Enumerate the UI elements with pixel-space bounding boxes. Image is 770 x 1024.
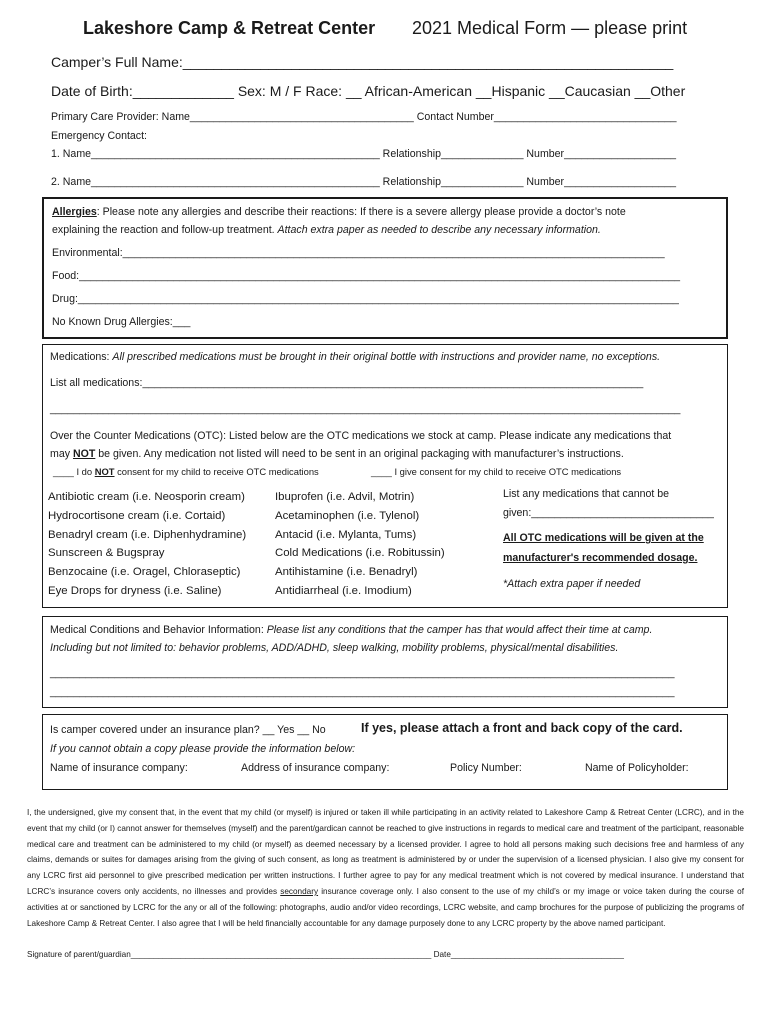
otc-item: Cold Medications (i.e. Robitussin)	[275, 547, 445, 560]
emergency-contact-1[interactable]: 1. Name_________________________________________________ Relationship______________ Number___________________	[51, 148, 677, 160]
org-name: Lakeshore Camp & Retreat Center	[83, 18, 376, 38]
otc-item: Antihistamine (i.e. Benadryl)	[275, 566, 418, 579]
insurance-box	[42, 714, 728, 790]
otc-column-1	[48, 488, 246, 601]
otc-item: Benadryl cream (i.e. Diphenhydramine)	[48, 528, 247, 541]
medications-extra-line[interactable]: ___________________________________________________________________________________________________________	[50, 403, 681, 415]
camper-name-field[interactable]: Camper’s Full Name:_______________________________________________________________	[51, 54, 674, 70]
insurance-company-address-field[interactable]: Address of insurance company:	[241, 762, 390, 774]
insurance-question[interactable]: Is camper covered under an insurance plan? __ Yes __ No	[50, 724, 326, 736]
medications-box	[42, 344, 728, 608]
allergies-heading: Allergies	[52, 206, 97, 218]
otc-no-consent[interactable]: ____ I do NOT consent for my child to receive OTC medications	[53, 466, 319, 477]
otc-dosage-note-2: manufacturer's recommended dosage.	[503, 552, 698, 564]
otc-item: Sunscreen & Bugspray	[48, 547, 165, 560]
otc-give-consent[interactable]: ____ I give consent for my child to receive OTC medications	[371, 466, 622, 477]
emergency-contact-label: Emergency Contact:	[51, 130, 147, 142]
medications-intro: Medications: All prescribed medications must be brought in their original bottle with instructions and provider name, no exceptions.	[50, 351, 661, 363]
otc-dosage-note-1: All OTC medications will be given at the	[503, 532, 704, 544]
policy-number-field[interactable]: Policy Number:	[450, 762, 522, 774]
conditions-examples: Including but not limited to: behavior problems, ADD/ADHD, sleep walking, mobility problems, physical/mental disabilities.	[50, 642, 619, 654]
list-medications-field[interactable]: List all medications:_____________________________________________________________________________________	[50, 377, 644, 389]
conditions-line-1[interactable]: __________________________________________________________________________________________________________	[50, 667, 675, 679]
form-title: 2021 Medical Form — please print	[412, 18, 688, 38]
policyholder-name-field[interactable]: Name of Policyholder:	[585, 762, 689, 774]
insurance-no-copy-note: If you cannot obtain a copy please provide the information below:	[50, 743, 356, 755]
otc-item: Acetaminophen (i.e. Tylenol)	[275, 509, 420, 522]
otc-intro: Over the Counter Medications (OTC): Listed below are the OTC medications we stock at camp. Please indicate any medications that	[50, 430, 672, 442]
allergies-box	[42, 197, 728, 339]
dob-sex-race-field[interactable]: Date of Birth:_____________ Sex: M / F Race: __ African-American __Hispanic __Caucasian __Other	[51, 83, 686, 99]
allergies-instructions: explaining the reaction and follow-up treatment. Attach extra paper as needed to describe any necessary information.	[52, 224, 601, 236]
otc-item: Benzocaine (i.e. Oragel, Chloraseptic)	[48, 566, 241, 579]
nkda-field[interactable]: No Known Drug Allergies:___	[52, 316, 191, 328]
insurance-company-name-field[interactable]: Name of insurance company:	[50, 762, 188, 774]
attach-paper-note: *Attach extra paper if needed	[503, 578, 641, 590]
otc-column-2	[275, 488, 445, 601]
otc-item: Antacid (i.e. Mylanta, Tums)	[275, 528, 417, 541]
conditions-box	[42, 616, 728, 708]
emergency-contact-2[interactable]: 2. Name_________________________________________________ Relationship______________ Number___________________	[51, 176, 677, 188]
conditions-line-2[interactable]: __________________________________________________________________________________________________________	[50, 686, 675, 698]
allergies-intro: Allergies: Please note any allergies and describe their reactions: If there is a severe allergy please provide a doctor’s note	[52, 206, 626, 218]
cannot-give-field[interactable]: given:_______________________________	[503, 507, 714, 519]
otc-item: Antidiarrheal (i.e. Imodium)	[275, 584, 412, 597]
otc-item: Ibuprofen (i.e. Advil, Motrin)	[275, 491, 415, 503]
conditions-intro: Medical Conditions and Behavior Information: Please list any conditions that the camper has that would affect their time at camp.	[50, 624, 653, 636]
otc-instructions: may NOT be given. Any medication not listed will need to be sent in an original packaging with manufacturer’s instructions.	[50, 448, 624, 460]
primary-care-field[interactable]: Primary Care Provider: Name______________________________________ Contact Number_______________________________	[51, 111, 677, 123]
signature-date-field[interactable]: Signature of parent/guardian__________________________________________________________________ Date______________________________________	[27, 950, 624, 959]
otc-item: Antibiotic cream (i.e. Neosporin cream)	[48, 491, 245, 503]
environmental-allergy-field[interactable]: Environmental:____________________________________________________________________________________________	[52, 247, 665, 259]
consent-paragraph: I, the undersigned, give my consent that, in the event that my child (or myself) is injured or taken ill while participating in an activity related to Lakeshore Camp & Retreat Center (LCRC), and in the event that my child (or I) cannot answer for themselves (myself) and the parent/gardican cannot be reached to give instructions in regards to medical care and treatment of the participant, reasonable medical care and treatment can be administered to my child (or myself) as deemed necessary by a licensed provider. I agree to hold all persons making such decisions free and harmless of any claims, demands or suites for damages arising from the giving of such consent, as long as treatment is administered by or under the supervision of a licensed physician. I also give my consent for any LCRC first aid personnel to give prescribed medication per written instructions. I further agree to pay for any medical treatment which is not covered by medical insurance. I understand that LCRC’s insurance covers only accidents, no illnesses and provides secondary insurance coverage only. I also consent to the use of my child’s or my image or voice taken during the course of activities at or sanctioned by LCRC for the any or all of the following: photographs, audio and/or video recordings, LCRC website, and camp brochures for the purpose of publicizing the programs of Lakeshore Camp & Retreat Center. I also agree that I will be held financially accountable for any damage purposely done to any LCRC property by the above named participant.	[27, 808, 744, 928]
drug-allergy-field[interactable]: Drug:______________________________________________________________________________________________________	[52, 293, 679, 305]
cannot-give-label: List any medications that cannot be	[503, 488, 670, 500]
food-allergy-field[interactable]: Food:______________________________________________________________________________________________________	[52, 270, 681, 282]
insurance-copy-note: If yes, please attach a front and back copy of the card.	[361, 721, 683, 735]
otc-item: Eye Drops for dryness (i.e. Saline)	[48, 584, 222, 597]
otc-item: Hydrocortisone cream (i.e. Cortaid)	[48, 509, 226, 522]
